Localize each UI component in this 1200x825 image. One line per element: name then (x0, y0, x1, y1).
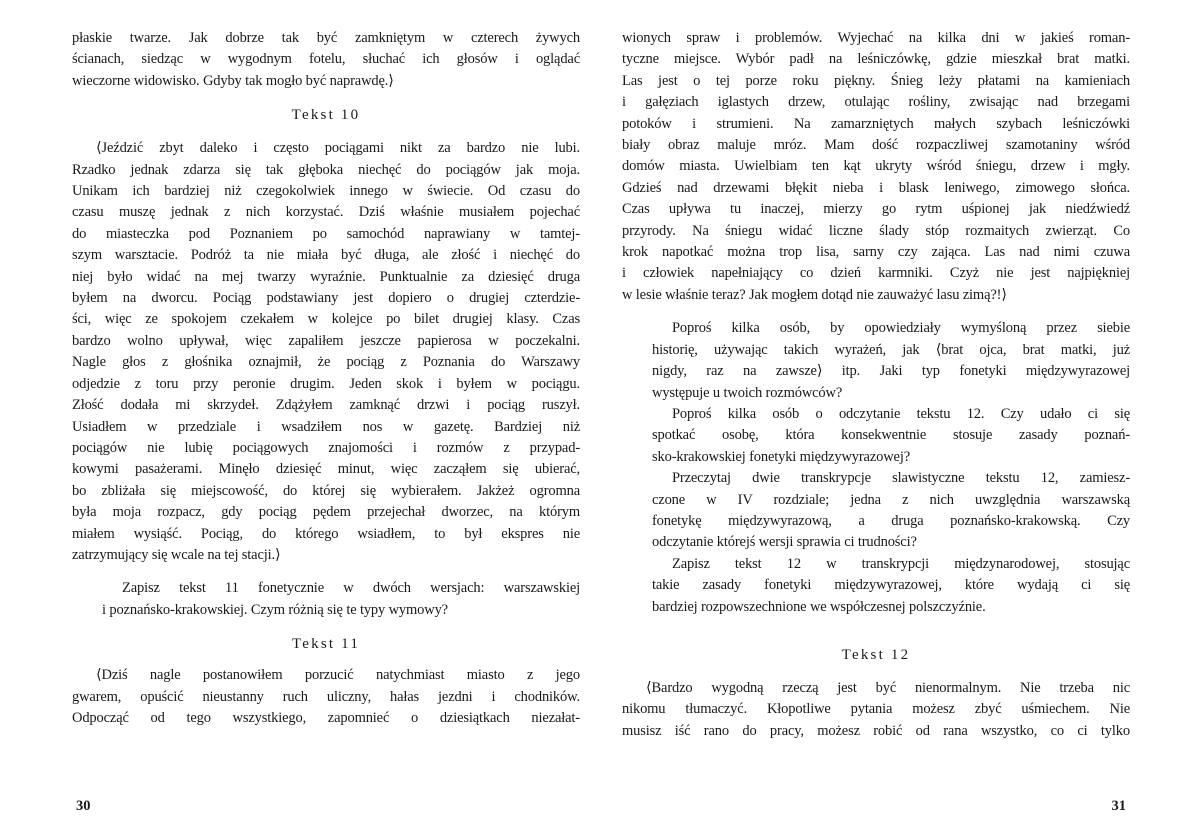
text-line: bo zbliżała się miejscowość, do której się wybierałem. Jakżeż ogromna (72, 482, 580, 499)
text-line: tyczne miejsce. Wybór padł na leśniczówkę, gdzie mieszkał brat matki. (622, 51, 1130, 68)
text-line: Poproś kilka osób o odczytanie tekstu 12. Czy udało ci się (672, 405, 1130, 422)
text-line: historię, używając takich wyrażeń, jak ⟨brat ojca, brat matki, już (652, 341, 1130, 358)
text-line: Zapisz tekst 12 w transkrypcji międzynarodowej, stosując (672, 555, 1130, 572)
text-line: nikomu tłumaczyć. Kłopotliwe pytania możesz zbyć uśmiechem. Nie (622, 701, 1130, 718)
text-line: bardziej rozpowszechnione we współczesnej polszczyźnie. (652, 598, 986, 615)
text-line: biały obraz maluje mróz. Mam dość rozpaczliwej szamotaniny wśród (622, 137, 1130, 154)
text-line: spotkać osobę, która konsekwentnie stosuje zasady poznań- (652, 427, 1130, 444)
text-line: Złość dodała mi skrzydeł. Zdążyłem zamknąć drzwi i pociąg ruszył. (72, 397, 580, 414)
heading-tekst-12: Tekst 12 (841, 646, 911, 663)
text-line: Odpocząć od tego wszystkiego, zapomnieć o dziesiątkach niezałat- (72, 709, 580, 726)
text-line: byłem na dworcu. Pociąg podstawiany jest dopiero o drugiej czterdzie- (72, 290, 580, 307)
text-line: fonetykę międzywyrazową, a druga poznańsko-krakowską. Czy (652, 512, 1130, 529)
text-12-paragraph (622, 678, 1130, 742)
text-line: gwarem, opuścić nieustanny ruch uliczny, hałas jezdni i chodników. (72, 688, 580, 705)
text-line: Nagle głos z głośnika oznajmił, że pociąg z Poznania do Warszawy (72, 354, 580, 371)
text-line: Unikam ich bardziej niż czegokolwiek innego w świecie. Od czasu do (72, 183, 580, 200)
text-line: Gdzieś nad drzewami błękit nieba i blask leniwego, zimowego słońca. (622, 179, 1130, 196)
text-line: takie zasady fonetyki międzywyrazowej, które wydają ci się (652, 577, 1130, 594)
text-line: niej było widać na mej twarzy wyraźnie. Punktualnie za dziesięć druga (72, 268, 580, 285)
exercise-read-text-12 (652, 404, 1130, 468)
text-line: wieczorne widowisko. Gdyby tak mogło być naprawdę.⟩ (72, 72, 394, 89)
left-page (72, 28, 580, 818)
text-line: ⟨Bardzo wygodną rzeczą jest być nienormalnym. Nie trzeba nic (646, 679, 1130, 696)
text-line: czone w IV rozdziale; jedna z nich uwzględnia warszawską (652, 491, 1130, 508)
text-line: kowymi pasażerami. Minęło dziesięć minut, więc zacząłem się ubierać, (72, 461, 580, 478)
text-line: i poznańsko-krakowskiej. Czym różnią się te typy wymowy? (102, 601, 448, 618)
text-line: odjedzie z toru przy peronie drugim. Jeden skok i byłem w pociągu. (72, 375, 580, 392)
text-line: Zapisz tekst 11 fonetycznie w dwóch wersjach: warszawskiej (122, 580, 580, 597)
exercise-international-transcription (652, 554, 1130, 618)
text-line: wionych spraw i problemów. Wyjechać na kilka dni w jakieś roman- (622, 30, 1130, 46)
text-11-continuation (622, 28, 1130, 306)
right-page (622, 28, 1130, 818)
text-line: zatrzymujący się wcale na tej stacji.⟩ (72, 546, 281, 563)
text-line: i człowiek napełniający co dzień karmniki. Czyż nie jest najpiękniej (622, 265, 1130, 282)
exercise-text-11 (72, 578, 580, 621)
text-line: pociągów nie lubię pociągowych znajomości i rozmów z przypad- (72, 439, 580, 456)
text-line: i gałęziach iglastych drzew, otulając rośliny, zwisając nad brzegami (622, 94, 1130, 111)
text-line: potoków i strumieni. Na zamarzniętych małych szybach leśniczówki (622, 115, 1130, 132)
text-11-paragraph (72, 665, 580, 729)
page-number: 30 (76, 798, 91, 814)
text-line: ści, więc ze spokojem czekałem w kolejce po bilet drugiej klasy. Czas (72, 311, 580, 328)
page-number: 31 (1111, 798, 1126, 814)
text-10-paragraph (72, 138, 580, 566)
exercise-list (622, 318, 1130, 618)
text-line: krok napotkać można trop lisa, sarny czy zająca. Las nad nimi czuwa (622, 244, 1130, 261)
heading-tekst-10: Tekst 10 (291, 107, 361, 124)
text-line: przyrody. Na śniegu widać liczne ślady stóp rozmaitych zwierząt. Co (622, 222, 1130, 239)
text-line: bardzo wolno upływał, więc zapaliłem jeszcze papierosa w poczekalni. (72, 332, 580, 349)
text-line: sko-krakowskiej fonetyki międzywyrazowej? (652, 448, 910, 465)
text-line: ⟨Jeździć zbyt daleko i często pociągami nikt za bardzo nie lubi. (96, 140, 580, 157)
text-line: Rzadko jednak zdarza się tak głęboka niechęć do pociągów jak moja. (72, 161, 580, 178)
text-line: odczytanie którejś wersji sprawia ci trudności? (652, 534, 917, 551)
text-line: ścianach, siedząc w wygodnym fotelu, słuchać ich głosów i oglądać (72, 51, 580, 68)
text-line: występuje u twoich rozmówców? (652, 384, 843, 401)
text-line: płaskie twarze. Jak dobrze tak być zamkniętym w czterech żywych (72, 30, 580, 46)
exercise-transcriptions (652, 468, 1130, 554)
text-line: domów miasta. Uwielbiam ten kąt ukryty wśród śniegu, drzew i mgły. (622, 158, 1130, 175)
text-line: szym warsztacie. Podróż ta nie miała być długa, ale złość i niechęć do (72, 247, 580, 264)
text-line: czasu muszę jednak z nich korzystać. Dziś właśnie musiałem pojechać (72, 204, 580, 221)
text-line: miałem wysiąść. Pociąg, do którego wsiadłem, to był ekspres nie (72, 525, 580, 542)
text-line: nigdy, raz na zawsze⟩ itp. Jaki typ fonetyki międzywyrazowej (652, 363, 1130, 380)
text-line: Poproś kilka osób, by opowiedziały wymyśloną przez siebie (672, 320, 1130, 337)
heading-tekst-11: Tekst 11 (291, 636, 361, 653)
text-line: Las jest o tej porze roku piękny. Śnieg leży płatami na kamieniach (622, 72, 1130, 89)
text-line: do miasteczka pod Poznaniem po samochód naprawiany w tamtej- (72, 225, 580, 242)
text-line: ⟨Dziś nagle postanowiłem porzucić natychmiast miasto z jego (96, 667, 580, 684)
text-line: Przeczytaj dwie transkrypcje slawistyczne tekstu 12, zamiesz- (672, 470, 1130, 487)
text-line: w lesie właśnie teraz? Jak mogłem dotąd nie zauważyć lasu zimą?!⟩ (622, 286, 1007, 303)
text-line: była moja rozpacz, gdy pociąg pędem przejechał dworzec, na którym (72, 504, 580, 521)
exercise-retell-story (652, 318, 1130, 404)
text-line: musisz iść rano do pracy, możesz robić od rana wszystko, co ci tylko (622, 722, 1130, 739)
text-line: Usiadłem w przedziale i wsadziłem nos w gazetę. Bardziej niż (72, 418, 580, 435)
text-line: Czas upływa tu inaczej, mierzy go rytm uśpionej jak niedźwiedź (622, 201, 1130, 218)
left-intro-paragraph (72, 28, 580, 92)
